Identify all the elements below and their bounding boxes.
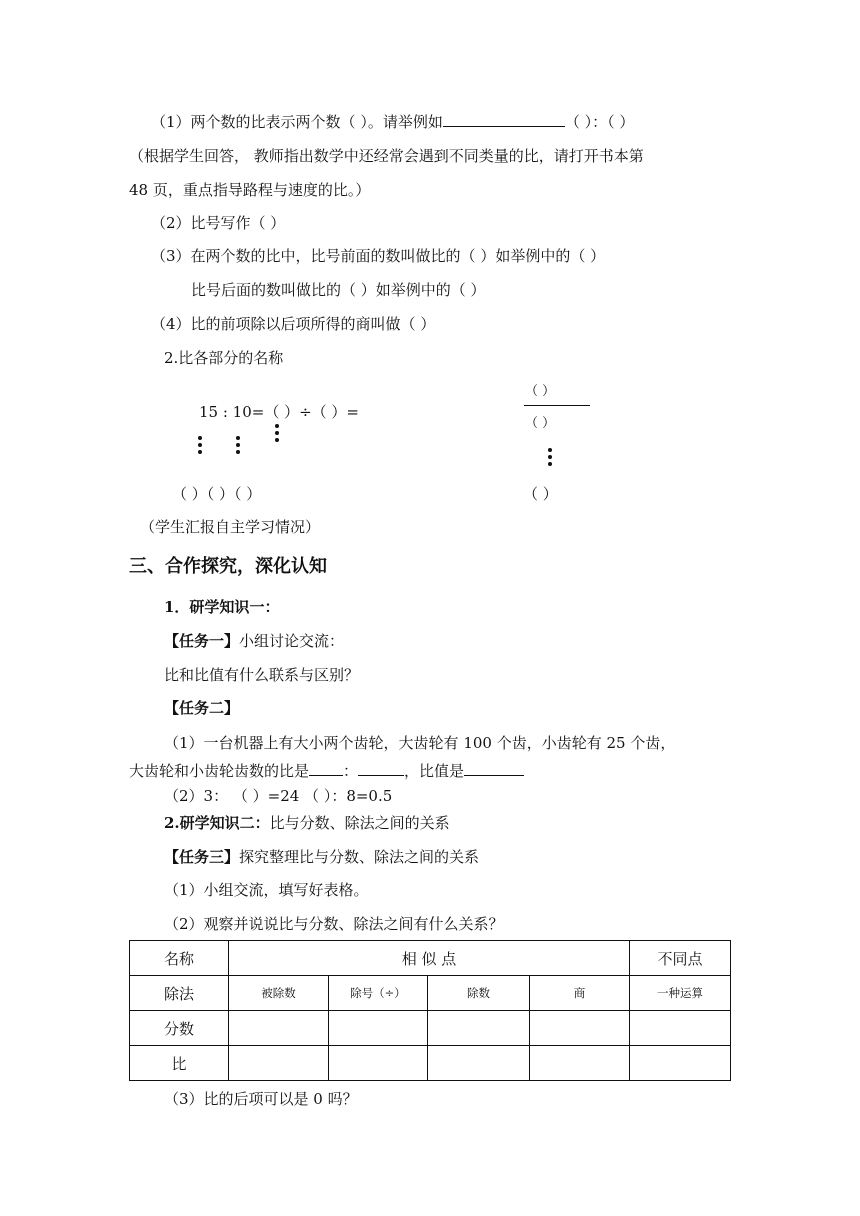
vertical-dots-icon bbox=[548, 448, 554, 469]
row-name: 比 bbox=[130, 1046, 229, 1081]
fraction-denominator: （ ） bbox=[525, 416, 556, 431]
table-cell-input[interactable] bbox=[630, 1046, 731, 1081]
ratio-front-blank[interactable] bbox=[309, 760, 343, 776]
report-note: （学生汇报自主学习情况） bbox=[140, 518, 321, 536]
table-cell: 除数 bbox=[428, 976, 530, 1011]
table-cell-input[interactable] bbox=[428, 1046, 530, 1081]
task-3-text: 探究整理比与分数、除法之间的关系 bbox=[239, 848, 480, 866]
table-cell-input[interactable] bbox=[329, 1046, 428, 1081]
table-cell-input[interactable] bbox=[329, 1011, 428, 1046]
table-cell: 除号（÷） bbox=[329, 976, 428, 1011]
table-cell: 一种运算 bbox=[630, 976, 731, 1011]
header-name: 名称 bbox=[130, 941, 229, 976]
task-1-question: 比和比值有什么联系与区别？ bbox=[164, 666, 360, 684]
q1-example-blank[interactable] bbox=[443, 111, 565, 127]
task-3-label: 【任务三】 bbox=[164, 848, 240, 866]
vertical-dots-icon bbox=[275, 424, 281, 445]
task-3-line bbox=[164, 847, 479, 867]
ratio-expression: 15 : 10=（ ）÷（ ）= bbox=[199, 403, 360, 421]
study-2-heading: 2.研学知识二： bbox=[164, 814, 270, 832]
table-cell-input[interactable] bbox=[530, 1011, 630, 1046]
table-header-row bbox=[130, 941, 731, 976]
task-1-text: 小组讨论交流： bbox=[239, 632, 345, 650]
table-row bbox=[130, 1011, 731, 1046]
table-cell-input[interactable] bbox=[229, 1046, 329, 1081]
fraction-bar bbox=[524, 405, 590, 406]
task-1-line bbox=[164, 631, 344, 651]
task-3-q1: （1）小组交流，填写好表格。 bbox=[164, 881, 369, 899]
header-different: 不同点 bbox=[630, 941, 731, 976]
q1-note-line1: （根据学生回答， 教师指出数学中还经常会遇到不同类量的比，请打开书本第 bbox=[129, 147, 644, 165]
q1-note-line2: 48 页，重点指导路程与速度的比。） bbox=[129, 181, 371, 199]
row-name: 分数 bbox=[130, 1011, 229, 1046]
table-cell-input[interactable] bbox=[229, 1011, 329, 1046]
table-row bbox=[130, 976, 731, 1011]
part-names-blanks: （ ）（ ）（ ） bbox=[172, 485, 262, 503]
row-name: 除法 bbox=[130, 976, 229, 1011]
q1-text: （1）两个数的比表示两个数（ ）。请举例如 bbox=[151, 113, 443, 131]
table-cell: 商 bbox=[530, 976, 630, 1011]
task-3-q3: （3）比的后项可以是 0 吗？ bbox=[164, 1090, 358, 1108]
fraction-numerator: （ ） bbox=[525, 384, 556, 399]
task-3-q2: （2）观察并说说比与分数、除法之间有什么关系？ bbox=[164, 915, 504, 933]
q2-text: （2）比号写作（ ） bbox=[151, 214, 286, 232]
study-1-heading: 1．研学知识一： bbox=[164, 598, 280, 616]
study-2-text: 比与分数、除法之间的关系 bbox=[269, 814, 450, 832]
q1-ratio-blanks: （ ）：（ ） bbox=[564, 113, 635, 131]
task-2-q1-text: （1）一台机器上有大小两个齿轮，大齿轮有 100 个齿，小齿轮有 25 个齿， bbox=[164, 734, 676, 752]
ratio-back-blank[interactable] bbox=[358, 760, 404, 776]
table-cell-input[interactable] bbox=[530, 1046, 630, 1081]
q1-line bbox=[151, 111, 634, 132]
task-2-q2: （2）3： （ ）=24 （ ）：8=0.5 bbox=[164, 787, 393, 805]
vertical-dots-icon bbox=[198, 436, 204, 457]
q3-text-a: （3）在两个数的比中，比号前面的数叫做比的（ ）如举例中的（ ） bbox=[151, 247, 606, 265]
task-2-label: 【任务二】 bbox=[164, 699, 240, 717]
section-3-heading: 三、合作探究，深化认知 bbox=[129, 556, 327, 577]
table-cell-input[interactable] bbox=[630, 1011, 731, 1046]
q4-text: （4）比的前项除以后项所得的商叫做（ ） bbox=[151, 315, 436, 333]
table-row bbox=[130, 1046, 731, 1081]
header-similar: 相 似 点 bbox=[229, 941, 630, 976]
study-2-line bbox=[164, 813, 450, 833]
table-cell: 被除数 bbox=[229, 976, 329, 1011]
comparison-table bbox=[129, 940, 731, 1081]
task-1-label: 【任务一】 bbox=[164, 632, 240, 650]
part2-heading: 2.比各部分的名称 bbox=[164, 349, 284, 367]
table-cell-input[interactable] bbox=[428, 1011, 530, 1046]
ratio-colon: ： bbox=[343, 762, 359, 780]
quotient-name-blank: （ ） bbox=[523, 485, 558, 503]
task-2-q1-answer-line bbox=[129, 760, 524, 781]
ratio-value-blank[interactable] bbox=[464, 760, 524, 776]
ratio-value-label: ，比值是 bbox=[404, 762, 465, 780]
task-2-q1-ratio-label: 大齿轮和小齿轮齿数的比是 bbox=[129, 762, 310, 780]
vertical-dots-icon bbox=[236, 436, 242, 457]
q3-text-b: 比号后面的数叫做比的（ ）如举例中的（ ） bbox=[191, 281, 486, 299]
